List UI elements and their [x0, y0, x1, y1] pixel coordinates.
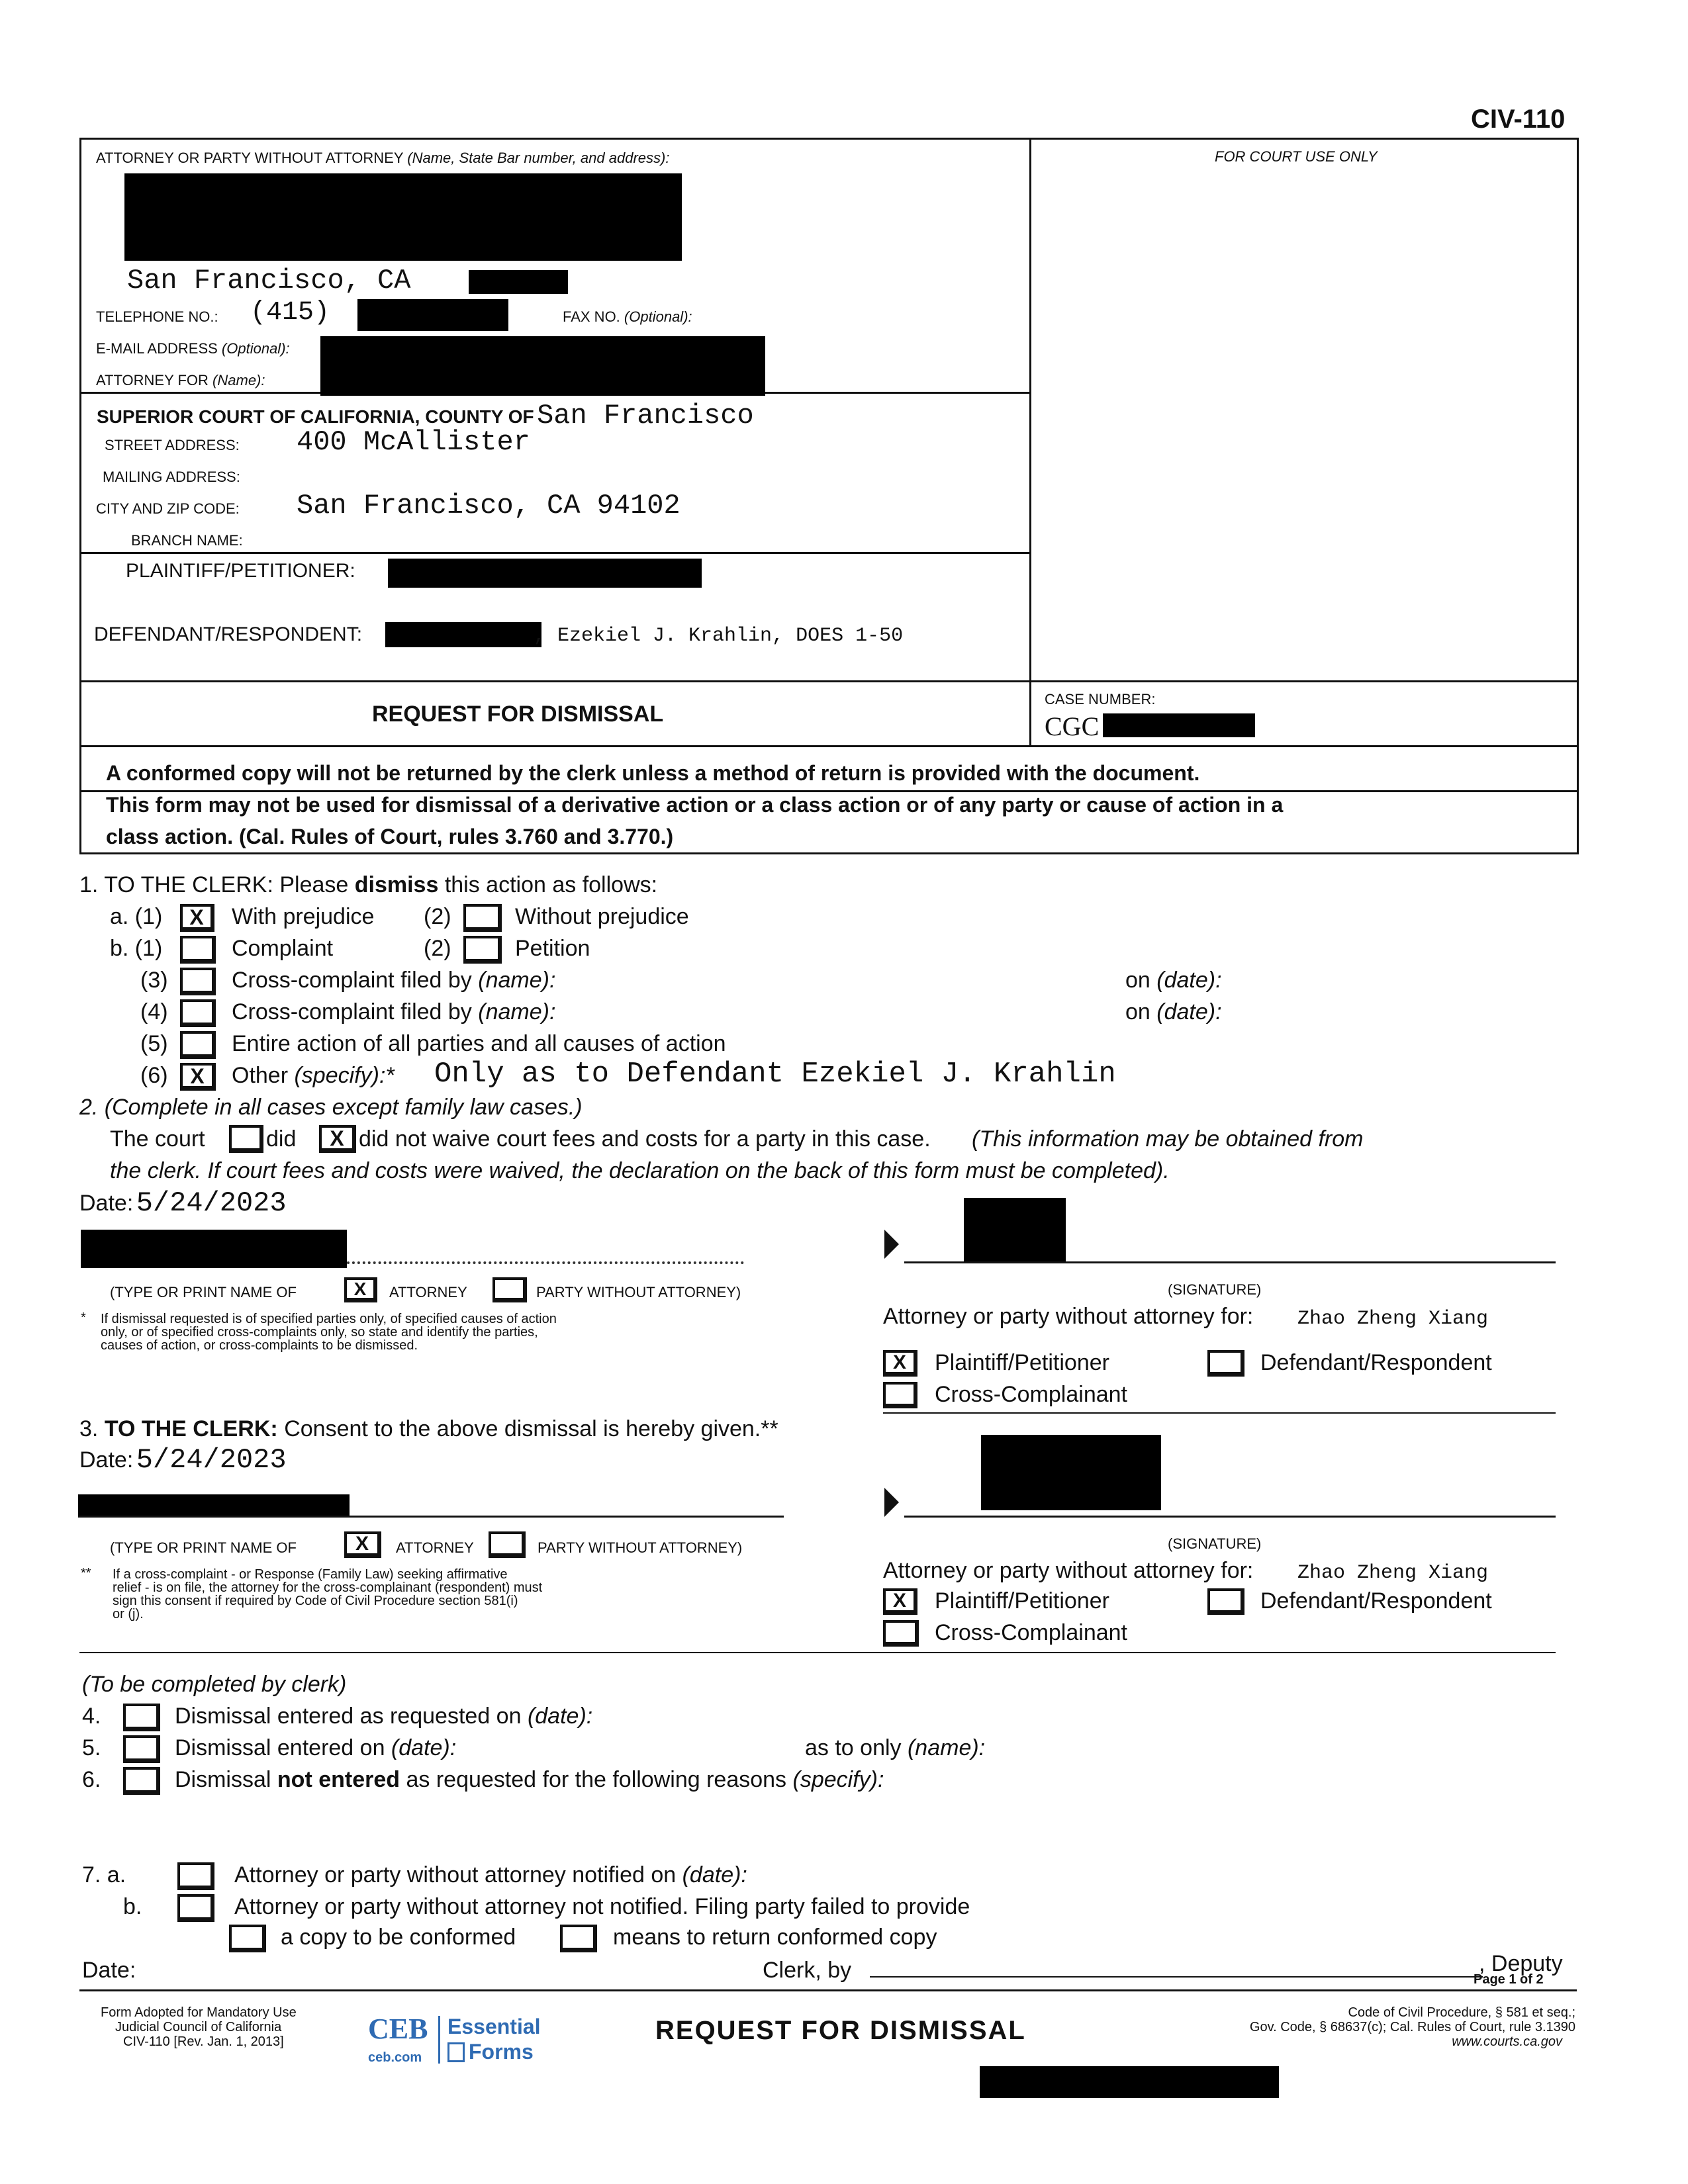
telephone-value[interactable]: (415): [250, 298, 330, 328]
clerk-item4-checkbox[interactable]: [123, 1704, 160, 1731]
footer-adopted-3: CIV-110 [Rev. Jan. 1, 2013]: [123, 2034, 284, 2049]
section2-info-1: (This information may be obtained from: [972, 1126, 1364, 1152]
clerk-means-label: means to return conformed copy: [613, 1925, 937, 1950]
case-number-label: CASE NUMBER:: [1045, 691, 1156, 707]
sig2-footnote-2: relief - is on file, the attorney for the cross-complainant (respondent) must: [113, 1580, 543, 1595]
sig2-arrow-icon: [884, 1488, 899, 1517]
section2-heading: 2. (Complete in all cases except family law cases.): [79, 1095, 583, 1120]
sig1-arrow-icon: [884, 1230, 899, 1259]
cross-complaint-1-checkbox[interactable]: [180, 968, 216, 995]
sig1-bottom-rule: [883, 1412, 1556, 1414]
clerk-n5: 5.: [82, 1735, 101, 1760]
sig2-signature-line: [904, 1516, 1556, 1518]
essential-forms-icon: [447, 2042, 465, 2062]
petition-checkbox[interactable]: [463, 936, 502, 964]
redacted-sig1-signature: [964, 1198, 1066, 1263]
form-title: REQUEST FOR DISMISSAL: [372, 702, 664, 727]
sig2-footnote-3: sign this consent if required by Code of Civil Procedure section 581(i): [113, 1594, 518, 1608]
redacted-case-number: [1103, 713, 1255, 737]
redacted-sig2-signature: [981, 1435, 1161, 1510]
clerk-date-label: Date:: [82, 1958, 136, 1983]
complaint-checkbox[interactable]: [180, 936, 216, 964]
redacted-attorney-name: [124, 173, 682, 261]
clerk-n4: 4.: [82, 1704, 101, 1729]
clerk-means-checkbox[interactable]: [560, 1925, 597, 1952]
section1-a-label: a. (1): [110, 904, 163, 929]
clerk-copy-label: a copy to be conformed: [281, 1925, 516, 1950]
header-box-top: [79, 138, 1579, 140]
footer-code-3[interactable]: www.courts.ca.gov: [1452, 2034, 1562, 2049]
without-prejudice-label: Without prejudice: [515, 904, 689, 929]
sig2-type-label: (TYPE OR PRINT NAME OF: [110, 1539, 297, 1556]
complaint-label: Complaint: [232, 936, 334, 961]
essential-forms-logo: Essential: [447, 2015, 541, 2038]
section1-intro: 1. TO THE CLERK: Please dismiss this action as follows:: [79, 872, 658, 897]
footer-code-2: Gov. Code, § 68637(c); Cal. Rules of Court, rule 3.1390: [1249, 2020, 1575, 2034]
rule-after-court: [79, 552, 1031, 554]
form-id: CIV-110: [1471, 105, 1566, 134]
footer-code-1: Code of Civil Procedure, § 581 et seq.;: [1348, 2005, 1575, 2020]
section1-b4-num: (4): [140, 999, 168, 1024]
petition-label: Petition: [515, 936, 590, 961]
attorney-city-line: San Francisco, CA: [127, 265, 411, 296]
sig1-plaintiff-label: Plaintiff/Petitioner: [935, 1350, 1109, 1375]
header-box-mid: [1029, 138, 1031, 747]
sig2-bottom-rule: [79, 1652, 1556, 1653]
case-number-prefix[interactable]: CGC: [1045, 711, 1100, 741]
logo-divider: [438, 2016, 440, 2064]
sig1-date: Date: 5/24/2023: [79, 1187, 287, 1219]
sig2-attorney-checkbox[interactable]: X: [344, 1531, 381, 1558]
section1-b2-num: (2): [424, 936, 451, 961]
branch-label: BRANCH NAME:: [131, 532, 243, 549]
sig2-party-checkbox[interactable]: [489, 1531, 526, 1558]
sig1-attorney-for-label: Attorney or party without attorney for:: [883, 1304, 1254, 1329]
section1-b5-num: (5): [140, 1031, 168, 1056]
sig2-attorney-label: ATTORNEY: [396, 1539, 474, 1556]
sig1-footnote-star: *: [81, 1310, 86, 1325]
sig2-footnote-star: **: [81, 1566, 91, 1580]
sig2-cross-checkbox[interactable]: [883, 1620, 919, 1647]
telephone-label: TELEPHONE NO.:: [96, 308, 218, 325]
cross-complaint-1-label: Cross-complaint filed by (name):: [232, 968, 556, 993]
sig1-type-label: (TYPE OR PRINT NAME OF: [110, 1284, 297, 1300]
redacted-email: [320, 336, 765, 396]
notice-derivative-line1: This form may not be used for dismissal of a derivative action or a class action or of any party or cause of action in a: [106, 793, 1284, 817]
sig1-signature-line: [904, 1261, 1556, 1263]
section3-heading: 3. TO THE CLERK: Consent to the above dismissal is hereby given.**: [79, 1416, 778, 1441]
sig1-attorney-label: ATTORNEY: [389, 1284, 467, 1300]
court-did-not-checkbox[interactable]: X: [319, 1125, 356, 1153]
other-value[interactable]: Only as to Defendant Ezekiel J. Krahlin: [434, 1058, 1116, 1091]
clerk-item7b: Attorney or party without attorney not notified. Filing party failed to provide: [234, 1894, 970, 1919]
section2-court-label: The court: [110, 1126, 205, 1152]
section1-b6-num: (6): [140, 1063, 168, 1088]
street-label: STREET ADDRESS:: [105, 437, 240, 453]
defendant-value[interactable]: , Ezekiel J. Krahlin, DOES 1-50: [534, 625, 904, 647]
other-checkbox[interactable]: X: [180, 1063, 216, 1091]
entire-action-checkbox[interactable]: [180, 1031, 216, 1059]
clerk-signature-line: [870, 1976, 1483, 1978]
notice-derivative-line2: class action. (Cal. Rules of Court, rules 3.760 and 3.770.): [106, 825, 674, 848]
sig1-cross-label: Cross-Complainant: [935, 1382, 1127, 1407]
sig1-footnote-2: only, or of specified cross-complaints only, so state and identify the parties,: [101, 1325, 538, 1340]
sig2-attorney-for-label: Attorney or party without attorney for:: [883, 1558, 1254, 1583]
clerk-item5: Dismissal entered on (date):: [175, 1735, 457, 1760]
clerk-item4: Dismissal entered as requested on (date):: [175, 1704, 593, 1729]
plaintiff-label: PLAINTIFF/PETITIONER:: [126, 560, 355, 582]
redacted-telephone: [357, 299, 508, 331]
section1-b3-num: (3): [140, 968, 168, 993]
ceb-site: ceb.com: [368, 2050, 422, 2065]
clerk-item7a-checkbox[interactable]: [177, 1862, 214, 1890]
sig1-footnote-3: causes of action, or cross-complaints to be dismissed.: [101, 1338, 418, 1353]
attorney-label: ATTORNEY OR PARTY WITHOUT ATTORNEY (Name, State Bar number, and address):: [96, 150, 670, 166]
with-prejudice-checkbox[interactable]: X: [180, 904, 214, 932]
sig1-party-label: PARTY WITHOUT ATTORNEY): [536, 1284, 741, 1300]
sig2-defendant-label: Defendant/Respondent: [1260, 1588, 1492, 1614]
footer-title: REQUEST FOR DISMISSAL: [655, 2016, 1026, 2045]
redacted-footer: [980, 2066, 1279, 2098]
page-number: Page 1 of 2: [1474, 1972, 1544, 1987]
notice-conformed-copy: A conformed copy will not be returned by the clerk unless a method of return is provided with the document.: [106, 761, 1200, 785]
court-use-label: FOR COURT USE ONLY: [1215, 148, 1378, 165]
court-label: SUPERIOR COURT OF CALIFORNIA, COUNTY OF San Francisco: [97, 400, 754, 432]
sig2-attorney-for-value[interactable]: Zhao Zheng Xiang: [1297, 1562, 1489, 1584]
cross-complaint-2-checkbox[interactable]: [180, 999, 216, 1027]
rule-after-notice: [79, 790, 1579, 792]
sig1-cross-checkbox[interactable]: [883, 1382, 917, 1408]
clerk-copy-checkbox[interactable]: [229, 1925, 266, 1952]
without-prejudice-checkbox[interactable]: [463, 904, 502, 932]
sig2-footnote-1: If a cross-complaint - or Response (Family Law) seeking affirmative: [113, 1567, 508, 1582]
with-prejudice-label: With prejudice: [232, 904, 375, 929]
sig1-signature-label: (SIGNATURE): [1168, 1281, 1262, 1298]
rule-after-title: [79, 745, 1579, 747]
essential-forms-word: Forms: [469, 2040, 534, 2064]
redacted-sig2-name: [78, 1494, 350, 1517]
defendant-label: DEFENDANT/RESPONDENT:: [94, 623, 363, 645]
clerk-heading: (To be completed by clerk): [82, 1672, 347, 1697]
footer-adopted-1: Form Adopted for Mandatory Use: [101, 2005, 297, 2020]
clerk-item6-checkbox[interactable]: [123, 1767, 160, 1795]
street-value[interactable]: 400 McAllister: [297, 426, 530, 458]
cross-complaint-2-date-label: on (date):: [1125, 999, 1222, 1024]
court-did-not-label: did not waive court fees and costs for a party in this case.: [359, 1126, 931, 1152]
sig1-plaintiff-checkbox[interactable]: X: [883, 1350, 917, 1377]
redacted-plaintiff: [388, 559, 702, 588]
footer-adopted-2: Judicial Council of California: [115, 2020, 282, 2034]
cross-complaint-1-date-label: on (date):: [1125, 968, 1222, 993]
ceb-logo: CEB: [368, 2013, 428, 2045]
header-box-bottom: [79, 852, 1579, 854]
clerk-n7a: 7. a.: [82, 1862, 126, 1888]
sig1-defendant-checkbox[interactable]: [1207, 1350, 1244, 1377]
email-label: E-MAIL ADDRESS (Optional):: [96, 340, 290, 357]
clerk-item5-as-to: as to only (name):: [805, 1735, 986, 1760]
sig1-defendant-label: Defendant/Respondent: [1260, 1350, 1492, 1375]
cross-complaint-2-label: Cross-complaint filed by (name):: [232, 999, 556, 1024]
rule-after-parties: [79, 680, 1579, 682]
sig2-date: Date: 5/24/2023: [79, 1444, 287, 1476]
section1-b-label: b. (1): [110, 936, 163, 961]
sig1-name-line: [347, 1261, 744, 1264]
mailing-label: MAILING ADDRESS:: [103, 469, 240, 485]
fax-label: FAX NO. (Optional):: [563, 308, 692, 325]
footer-rule: [79, 1989, 1577, 1991]
city-zip-label: CITY AND ZIP CODE:: [96, 500, 240, 517]
court-did-label: did: [266, 1126, 297, 1152]
clerk-by-label: Clerk, by: [763, 1958, 852, 1983]
section1-a2-num: (2): [424, 904, 451, 929]
sig2-party-label: PARTY WITHOUT ATTORNEY): [538, 1539, 743, 1556]
sig1-attorney-checkbox[interactable]: X: [344, 1277, 377, 1302]
redacted-zip: [469, 270, 568, 294]
clerk-item7b-checkbox[interactable]: [177, 1894, 214, 1922]
section2-info-2: the clerk. If court fees and costs were waived, the declaration on the back of this form must be completed).: [110, 1158, 1170, 1183]
sig2-cross-label: Cross-Complainant: [935, 1620, 1127, 1645]
sig2-plaintiff-checkbox[interactable]: X: [883, 1588, 917, 1615]
sig2-defendant-checkbox[interactable]: [1207, 1588, 1244, 1615]
clerk-item7a: Attorney or party without attorney notified on (date):: [234, 1862, 747, 1888]
clerk-item5-checkbox[interactable]: [123, 1735, 160, 1763]
sig1-attorney-for-value[interactable]: Zhao Zheng Xiang: [1297, 1308, 1489, 1330]
sig2-plaintiff-label: Plaintiff/Petitioner: [935, 1588, 1109, 1614]
sig2-signature-label: (SIGNATURE): [1168, 1535, 1262, 1552]
redacted-sig1-name: [81, 1230, 347, 1268]
clerk-n6: 6.: [82, 1767, 101, 1792]
sig1-footnote-1: If dismissal requested is of specified parties only, of specified causes of action: [101, 1312, 557, 1326]
sig2-name-line: [78, 1516, 784, 1518]
court-did-checkbox[interactable]: [229, 1125, 263, 1153]
clerk-item6: Dismissal not entered as requested for the following reasons (specify):: [175, 1767, 884, 1792]
clerk-deputy-label: , Deputy: [1479, 1951, 1563, 1976]
sig1-party-checkbox[interactable]: [492, 1277, 527, 1302]
redacted-defendant: [385, 622, 541, 647]
sig2-footnote-4: or (j).: [113, 1607, 144, 1621]
clerk-n7b: b.: [123, 1894, 142, 1919]
entire-action-label: Entire action of all parties and all causes of action: [232, 1031, 726, 1056]
attorney-for-label: ATTORNEY FOR (Name):: [96, 372, 265, 388]
other-label: Other (specify):*: [232, 1063, 395, 1088]
city-zip-value[interactable]: San Francisco, CA 94102: [297, 490, 680, 522]
